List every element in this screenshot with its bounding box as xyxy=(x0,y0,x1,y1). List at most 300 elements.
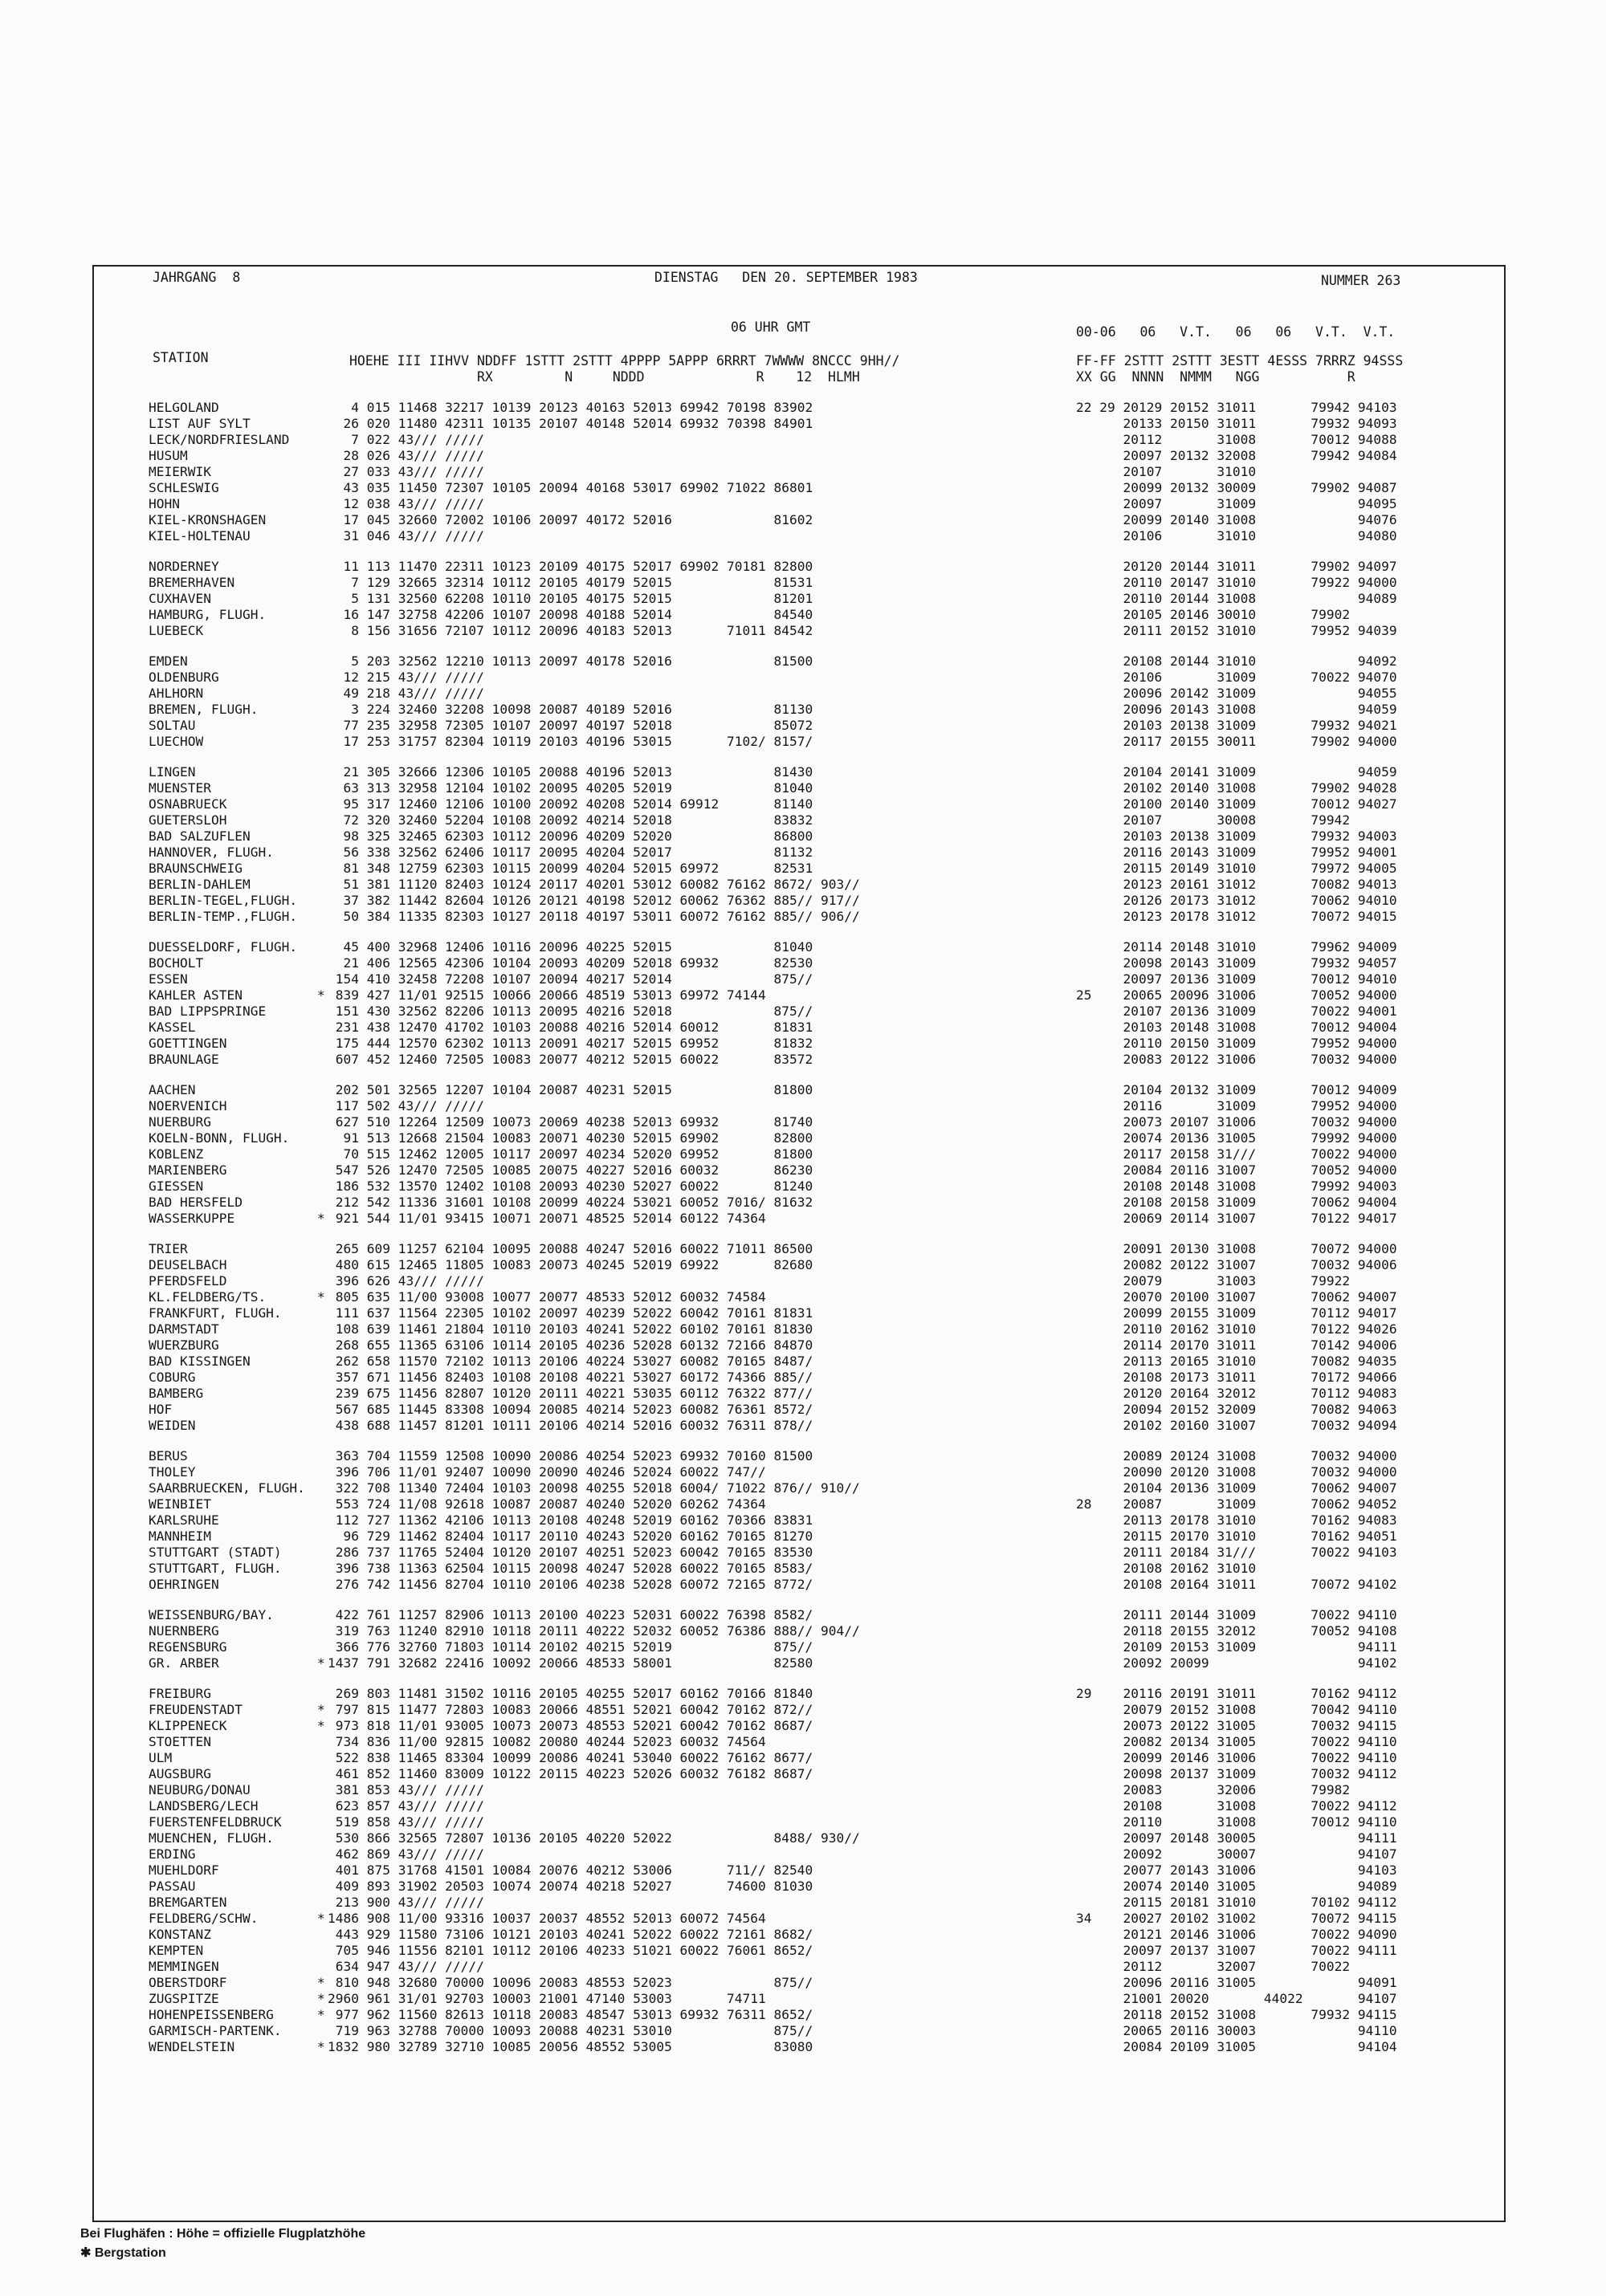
extremes-and-summary: 20104 20136 31009 70062 94007 xyxy=(1076,1480,1397,1496)
six-utc-observation: 5 131 32560 62208 10110 20105 40175 52015 81201 xyxy=(328,591,813,606)
six-utc-observation: 1832 980 32789 32710 10085 20056 48552 53005 83080 xyxy=(328,2039,813,2054)
six-utc-observation: 530 866 32565 72807 10136 20105 40220 52022 8488/ 930// xyxy=(328,1830,860,1846)
station-name: SOLTAU xyxy=(149,718,196,733)
mountain-marker: * xyxy=(317,1211,325,1226)
extremes-and-summary: 20098 20143 31009 79932 94057 xyxy=(1076,955,1397,971)
station-name: BOCHOLT xyxy=(149,955,204,971)
station-name: KEMPTEN xyxy=(149,1943,204,1958)
station-name: MUENSTER xyxy=(149,780,211,796)
extremes-and-summary: 20092 20099 94102 xyxy=(1076,1655,1397,1671)
station-name: WUERZBURG xyxy=(149,1337,219,1353)
mountain-marker: * xyxy=(317,2007,325,2022)
extremes-and-summary: 20112 32007 70022 xyxy=(1076,1959,1351,1974)
extremes-and-summary: 20108 20164 31011 70072 94102 xyxy=(1076,1577,1397,1592)
station-name: OLDENBURG xyxy=(149,670,219,685)
extremes-and-summary: 20092 30007 94107 xyxy=(1076,1846,1397,1862)
mountain-marker: * xyxy=(317,1718,325,1733)
station-name: THOLEY xyxy=(149,1464,196,1480)
six-utc-observation: 95 317 12460 12106 10100 20092 40208 52014 69912 81140 xyxy=(328,796,813,812)
extremes-and-summary: 20090 20120 31008 70032 94000 xyxy=(1076,1464,1397,1480)
right-columns-header-2: XX GG NNNN NMMM NGG R xyxy=(1076,369,1355,385)
station-name: WEINBIET xyxy=(149,1496,211,1512)
six-utc-observation: 265 609 11257 62104 10095 20088 40247 52016 60022 71011 86500 xyxy=(328,1241,813,1256)
extremes-and-summary: 20108 31008 70022 94112 xyxy=(1076,1798,1397,1814)
extremes-and-summary: 20084 20116 31007 70052 94000 xyxy=(1076,1162,1397,1178)
extremes-and-summary: 20110 20150 31009 79952 94000 xyxy=(1076,1036,1397,1051)
extremes-and-summary: 20111 20152 31010 79952 94039 xyxy=(1076,623,1397,638)
extremes-and-summary: 20070 20100 31007 70062 94007 xyxy=(1076,1289,1397,1305)
extremes-and-summary: 20103 20138 31009 79932 94003 xyxy=(1076,828,1397,844)
station-name: HUSUM xyxy=(149,448,188,463)
six-utc-observation: 462 869 43/// ///// xyxy=(328,1846,484,1862)
station-name: LANDSBERG/LECH xyxy=(149,1798,259,1814)
station-name: ESSEN xyxy=(149,971,188,987)
station-name: WEISSENBURG/BAY. xyxy=(149,1607,274,1622)
station-name: OSNABRUECK xyxy=(149,796,227,812)
mountain-marker: * xyxy=(317,1289,325,1305)
station-name: GUETERSLOH xyxy=(149,812,227,828)
station-name: ERDING xyxy=(149,1846,196,1862)
extremes-and-summary: 20102 20160 31007 70032 94094 xyxy=(1076,1418,1397,1433)
footnote-mountain-station: ✱ Bergstation xyxy=(80,2246,166,2260)
extremes-and-summary: 20065 20116 30003 94110 xyxy=(1076,2023,1397,2038)
station-name: FREUDENSTADT xyxy=(149,1702,243,1717)
six-utc-observation: 705 946 11556 82101 10112 20106 40233 51021 60022 76061 8652/ xyxy=(328,1943,813,1958)
station-name: MEMMINGEN xyxy=(149,1959,219,1974)
six-utc-observation: 262 658 11570 72102 10113 20106 40224 53027 60082 70165 8487/ xyxy=(328,1354,813,1369)
station-name: KONSTANZ xyxy=(149,1927,211,1942)
six-utc-observation: 519 858 43/// ///// xyxy=(328,1814,484,1830)
extremes-and-summary: 29 20116 20191 31011 70162 94112 xyxy=(1076,1686,1397,1701)
six-utc-observation: 49 218 43/// ///// xyxy=(328,686,484,701)
station-name: LECK/NORDFRIESLAND xyxy=(149,432,290,447)
mountain-marker: * xyxy=(317,1702,325,1717)
station-name: BERLIN-TEMP.,FLUGH. xyxy=(149,909,298,924)
six-utc-observation: 151 430 32562 82206 10113 20095 40216 52018 875// xyxy=(328,1003,813,1019)
six-utc-observation: 96 729 11462 82404 10117 20110 40243 52020 60162 70165 81270 xyxy=(328,1529,813,1544)
station-name: BERLIN-DAHLEM xyxy=(149,877,251,892)
station-name: LIST AUF SYLT xyxy=(149,416,251,431)
six-utc-observation: 607 452 12460 72505 10083 20077 40212 52015 60022 83572 xyxy=(328,1052,813,1067)
extremes-and-summary: 20099 20140 31008 94076 xyxy=(1076,512,1397,527)
six-utc-observation: 363 704 11559 12508 10090 20086 40254 52023 69932 70160 81500 xyxy=(328,1448,813,1463)
six-utc-observation: 56 338 32562 62406 10117 20095 40204 52017 81132 xyxy=(328,845,813,860)
six-utc-observation: 977 962 11560 82613 10118 20083 48547 53013 69932 76311 8652/ xyxy=(328,2007,813,2022)
six-utc-observation: 268 655 11365 63106 10114 20105 40236 52028 60132 72166 84870 xyxy=(328,1337,813,1353)
extremes-and-summary: 20099 20132 30009 79902 94087 xyxy=(1076,480,1397,495)
extremes-and-summary: 20105 20146 30010 79902 xyxy=(1076,607,1351,622)
extremes-and-summary: 20117 20155 30011 79902 94000 xyxy=(1076,734,1397,749)
extremes-and-summary: 20073 20122 31005 70032 94115 xyxy=(1076,1718,1397,1733)
right-columns-header-1: FF-FF 2STTT 2STTT 3ESTT 4ESSS 7RRRZ 94SSS xyxy=(1076,353,1404,368)
six-utc-observation: 623 857 43/// ///// xyxy=(328,1798,484,1814)
station-name: MUENCHEN, FLUGH. xyxy=(149,1830,274,1846)
six-utc-observation: 396 738 11363 62504 10115 20098 40247 52028 60022 70165 8583/ xyxy=(328,1561,813,1576)
extremes-and-summary: 20103 20138 31009 79932 94021 xyxy=(1076,718,1397,733)
six-utc-observation: 2960 961 31/01 92703 10003 21001 47140 53003 74711 xyxy=(328,1991,766,2006)
station-name: BAD HERSFELD xyxy=(149,1195,243,1210)
station-name: ULM xyxy=(149,1750,173,1765)
six-utc-observation: 21 305 32666 12306 10105 20088 40196 52013 81430 xyxy=(328,764,813,780)
six-utc-observation: 276 742 11456 82704 10110 20106 40238 52028 60072 72165 8772/ xyxy=(328,1577,813,1592)
extremes-and-summary: 20096 20116 31005 94091 xyxy=(1076,1975,1397,1990)
station-name: KARLSRUHE xyxy=(149,1512,219,1528)
station-name: FREIBURG xyxy=(149,1686,211,1701)
extremes-and-summary: 20109 20153 31009 94111 xyxy=(1076,1639,1397,1655)
extremes-and-summary: 20114 20170 31011 70142 94006 xyxy=(1076,1337,1397,1353)
six-utc-observation: 1486 908 11/00 93316 10037 20037 48552 52013 60072 74564 xyxy=(328,1911,766,1926)
station-name: SAARBRUECKEN, FLUGH. xyxy=(149,1480,305,1496)
station-name: WEIDEN xyxy=(149,1418,196,1433)
station-name: DARMSTADT xyxy=(149,1321,219,1337)
six-utc-observation: 117 502 43/// ///// xyxy=(328,1098,484,1113)
extremes-and-summary: 20097 20137 31007 70022 94111 xyxy=(1076,1943,1397,1958)
station-name: KOELN-BONN, FLUGH. xyxy=(149,1130,290,1146)
six-utc-observation: 72 320 32460 52204 10108 20092 40214 52018 83832 xyxy=(328,812,813,828)
extremes-and-summary: 20108 20173 31011 70172 94066 xyxy=(1076,1370,1397,1385)
station-name: GOETTINGEN xyxy=(149,1036,227,1051)
extremes-and-summary: 20120 20164 32012 70112 94083 xyxy=(1076,1386,1397,1401)
station-name: NUERNBERG xyxy=(149,1623,219,1639)
extremes-and-summary: 20073 20107 31006 70032 94000 xyxy=(1076,1114,1397,1130)
extremes-and-summary: 20107 31010 xyxy=(1076,464,1257,479)
six-utc-observation: 839 427 11/01 92515 10066 20066 48519 53013 69972 74144 xyxy=(328,987,766,1003)
station-name: KAHLER ASTEN xyxy=(149,987,243,1003)
station-name: BRAUNSCHWEIG xyxy=(149,861,243,876)
extremes-and-summary: 20082 20122 31007 70032 94006 xyxy=(1076,1257,1397,1272)
six-utc-observation: 108 639 11461 21804 10110 20103 40241 52022 60102 70161 81830 xyxy=(328,1321,813,1337)
extremes-and-summary: 20115 20181 31010 70102 94112 xyxy=(1076,1895,1397,1910)
extremes-and-summary: 20099 20146 31006 70022 94110 xyxy=(1076,1750,1397,1765)
six-utc-observation: 973 818 11/01 93005 10073 20073 48553 52021 60042 70162 8687/ xyxy=(328,1718,813,1733)
extremes-and-summary: 20091 20130 31008 70072 94000 xyxy=(1076,1241,1397,1256)
extremes-and-summary: 20103 20148 31008 70012 94004 xyxy=(1076,1020,1397,1035)
extremes-and-summary: 28 20087 31009 70062 94052 xyxy=(1076,1496,1397,1512)
extremes-and-summary: 20133 20150 31011 79932 94093 xyxy=(1076,416,1397,431)
six-utc-observation: 63 313 32958 12104 10102 20095 40205 52019 81040 xyxy=(328,780,813,796)
station-name: HOHENPEISSENBERG xyxy=(149,2007,274,2022)
six-utc-observation: 461 852 11460 83009 10122 20115 40223 52026 60032 76182 8687/ xyxy=(328,1766,813,1781)
extremes-and-summary: 20084 20109 31005 94104 xyxy=(1076,2039,1397,2054)
six-utc-observation: 186 532 13570 12402 10108 20093 40230 52027 60022 81240 xyxy=(328,1179,813,1194)
six-utc-observation: 422 761 11257 82906 10113 20100 40223 52031 60022 76398 8582/ xyxy=(328,1607,813,1622)
extremes-and-summary: 20108 20158 31009 70062 94004 xyxy=(1076,1195,1397,1210)
extremes-and-summary: 20096 20142 31009 94055 xyxy=(1076,686,1397,701)
station-name: OEHRINGEN xyxy=(149,1577,219,1592)
six-utc-observation: 212 542 11336 31601 10108 20099 40224 53021 60052 7016/ 81632 xyxy=(328,1195,813,1210)
six-utc-observation: 202 501 32565 12207 10104 20087 40231 52015 81800 xyxy=(328,1082,813,1097)
observation-time: 06 UHR GMT xyxy=(731,320,811,335)
station-name: MARIENBERG xyxy=(149,1162,227,1178)
six-utc-observation: 7 129 32665 32314 10112 20105 40179 52015 81531 xyxy=(328,575,813,590)
six-utc-observation: 805 635 11/00 93008 10077 20077 48533 52012 60032 74584 xyxy=(328,1289,766,1305)
six-utc-observation: 443 929 11580 73106 10121 20103 40241 52022 60022 72161 8682/ xyxy=(328,1927,813,1942)
extremes-and-summary: 20126 20173 31012 70062 94010 xyxy=(1076,893,1397,908)
station-name: NOERVENICH xyxy=(149,1098,227,1113)
six-utc-observation: 26 020 11480 42311 10135 20107 40148 52014 69932 70398 84901 xyxy=(328,416,813,431)
six-utc-observation: 627 510 12264 12509 10073 20069 40238 52013 69932 81740 xyxy=(328,1114,813,1130)
extremes-and-summary: 20100 20140 31009 70012 94027 xyxy=(1076,796,1397,812)
six-utc-observation: 567 685 11445 83308 10094 20085 40214 52023 60082 76361 8572/ xyxy=(328,1402,813,1417)
extremes-and-summary: 20097 20136 31009 70012 94010 xyxy=(1076,971,1397,987)
extremes-and-summary: 20102 20140 31008 79902 94028 xyxy=(1076,780,1397,796)
six-utc-observation: 17 253 31757 82304 10119 20103 40196 53015 7102/ 8157/ xyxy=(328,734,813,749)
six-utc-observation: 81 348 12759 62303 10115 20099 40204 52015 69972 82531 xyxy=(328,861,813,876)
station-name: MANNHEIM xyxy=(149,1529,211,1544)
station-name: MEIERWIK xyxy=(149,464,211,479)
station-name: BAD KISSINGEN xyxy=(149,1354,251,1369)
six-utc-observation: 547 526 12470 72505 10085 20075 40227 52016 60032 86230 xyxy=(328,1162,813,1178)
extremes-and-summary: 20082 20134 31005 70022 94110 xyxy=(1076,1734,1397,1749)
six-utc-observation: 17 045 32660 72002 10106 20097 40172 52016 81602 xyxy=(328,512,813,527)
six-utc-observation: 269 803 11481 31502 10116 20105 40255 52017 60162 70166 81840 xyxy=(328,1686,813,1701)
station-name: HAMBURG, FLUGH. xyxy=(149,607,267,622)
six-utc-observation: 634 947 43/// ///// xyxy=(328,1959,484,1974)
six-utc-observation: 239 675 11456 82807 10120 20111 40221 53035 60112 76322 877// xyxy=(328,1386,813,1401)
six-utc-observation: 21 406 12565 42306 10104 20093 40209 52018 69932 82530 xyxy=(328,955,813,971)
six-utc-observation: 3 224 32460 32208 10098 20087 40189 52016 81130 xyxy=(328,702,813,717)
station-name: DEUSELBACH xyxy=(149,1257,227,1272)
six-utc-observation: 43 035 11450 72307 10105 20094 40168 53017 69902 71022 86801 xyxy=(328,480,813,495)
extremes-and-summary: 20097 20148 30005 94111 xyxy=(1076,1830,1397,1846)
extremes-and-summary: 20107 20136 31009 70022 94001 xyxy=(1076,1003,1397,1019)
six-utc-observation: 28 026 43/// ///// xyxy=(328,448,484,463)
left-columns-header-2: RX N NDDD R 12 HLMH xyxy=(349,369,860,385)
station-name: AACHEN xyxy=(149,1082,196,1097)
station-name: BERLIN-TEGEL,FLUGH. xyxy=(149,893,298,908)
six-utc-observation: 98 325 32465 62303 10112 20096 40209 52020 86800 xyxy=(328,828,813,844)
six-utc-observation: 112 727 11362 42106 10113 20108 40248 52019 60162 70366 83831 xyxy=(328,1512,813,1528)
station-name: NUERBURG xyxy=(149,1114,211,1130)
extremes-and-summary: 20097 20132 32008 79942 94084 xyxy=(1076,448,1397,463)
station-name: FELDBERG/SCHW. xyxy=(149,1911,259,1926)
station-name: GIESSEN xyxy=(149,1179,204,1194)
six-utc-observation: 409 893 31902 20503 10074 20074 40218 52027 74600 81030 xyxy=(328,1879,813,1894)
extremes-and-summary: 20112 31008 70012 94088 xyxy=(1076,432,1397,447)
six-utc-observation: 231 438 12470 41702 10103 20088 40216 52014 60012 81831 xyxy=(328,1020,813,1035)
station-name: REGENSBURG xyxy=(149,1639,227,1655)
station-name: PFERDSFELD xyxy=(149,1273,227,1288)
station-name: AHLHORN xyxy=(149,686,204,701)
extremes-and-summary: 20108 20144 31010 94092 xyxy=(1076,653,1397,669)
six-utc-observation: 357 671 11456 82403 10108 20108 40221 53027 60172 74366 885// xyxy=(328,1370,813,1385)
six-utc-observation: 396 626 43/// ///// xyxy=(328,1273,484,1288)
extremes-and-summary: 20110 20162 31010 70122 94026 xyxy=(1076,1321,1397,1337)
left-columns-header-1: HOEHE III IIHVV NDDFF 1STTT 2STTT 4PPPP 5APPP 6RRRT 7WWWW 8NCCC 9HH// xyxy=(349,353,900,368)
extremes-and-summary: 20108 20162 31010 xyxy=(1076,1561,1257,1576)
extremes-and-summary: 20104 20132 31009 70012 94009 xyxy=(1076,1082,1397,1097)
footnote-airports: Bei Flughäfen : Höhe = offizielle Flugplatzhöhe xyxy=(80,2227,366,2241)
six-utc-observation: 7 022 43/// ///// xyxy=(328,432,484,447)
six-utc-observation: 91 513 12668 21504 10083 20071 40230 52015 69902 82800 xyxy=(328,1130,813,1146)
six-utc-observation: 31 046 43/// ///// xyxy=(328,528,484,543)
six-utc-observation: 734 836 11/00 92815 10082 20080 40244 52023 60032 74564 xyxy=(328,1734,766,1749)
extremes-and-summary: 20123 20161 31012 70082 94013 xyxy=(1076,877,1397,892)
extremes-and-summary: 20121 20146 31006 70022 94090 xyxy=(1076,1927,1397,1942)
date-line: DIENSTAG DEN 20. SEPTEMBER 1983 xyxy=(654,270,918,285)
station-name: KASSEL xyxy=(149,1020,196,1035)
extremes-and-summary: 20110 20147 31010 79922 94000 xyxy=(1076,575,1397,590)
station-name: NORDERNEY xyxy=(149,559,219,574)
extremes-and-summary: 20104 20141 31009 94059 xyxy=(1076,764,1397,780)
extremes-and-summary: 20120 20144 31011 79902 94097 xyxy=(1076,559,1397,574)
station-name: BREMEN, FLUGH. xyxy=(149,702,259,717)
six-utc-observation: 50 384 11335 82303 10127 20118 40197 53011 60072 76162 885// 906// xyxy=(328,909,860,924)
station-name: MUEHLDORF xyxy=(149,1862,219,1878)
jahrgang-label: JAHRGANG 8 xyxy=(153,270,241,285)
station-name: DUESSELDORF, FLUGH. xyxy=(149,939,298,955)
station-name: COBURG xyxy=(149,1370,196,1385)
station-name: BRAUNLAGE xyxy=(149,1052,219,1067)
station-name: BERUS xyxy=(149,1448,188,1463)
six-utc-observation: 37 382 11442 82604 10126 20121 40198 52012 60062 76362 885// 917// xyxy=(328,893,860,908)
extremes-and-summary: 20106 31009 70022 94070 xyxy=(1076,670,1397,685)
six-utc-observation: 366 776 32760 71803 10114 20102 40215 52019 875// xyxy=(328,1639,813,1655)
six-utc-observation: 154 410 32458 72208 10107 20094 40217 52014 875// xyxy=(328,971,813,987)
station-name: BREMGARTEN xyxy=(149,1895,227,1910)
station-name: STOETTEN xyxy=(149,1734,211,1749)
right-column-groups: 00-06 06 V.T. 06 06 V.T. V.T. xyxy=(1076,324,1396,340)
six-utc-observation: 322 708 11340 72404 10103 20098 40255 52018 6004/ 71022 876// 910// xyxy=(328,1480,860,1496)
station-name: WASSERKUPPE xyxy=(149,1211,235,1226)
extremes-and-summary: 22 29 20129 20152 31011 79942 94103 xyxy=(1076,400,1397,415)
six-utc-observation: 175 444 12570 62302 10113 20091 40217 52015 69952 81832 xyxy=(328,1036,813,1051)
extremes-and-summary: 20113 20165 31010 70082 94035 xyxy=(1076,1354,1397,1369)
extremes-and-summary: 21001 20020 44022 94107 xyxy=(1076,1991,1397,2006)
station-name: HOHN xyxy=(149,496,180,511)
six-utc-observation: 480 615 12465 11805 10083 20073 40245 52019 69922 82680 xyxy=(328,1257,813,1272)
extremes-and-summary: 20077 20143 31006 94103 xyxy=(1076,1862,1397,1878)
mountain-marker: * xyxy=(317,1655,325,1671)
six-utc-observation: 396 706 11/01 92407 10090 20090 40246 52024 60022 747// xyxy=(328,1464,766,1480)
extremes-and-summary: 20118 20152 31008 79932 94115 xyxy=(1076,2007,1397,2022)
station-name: WENDELSTEIN xyxy=(149,2039,235,2054)
station-name: FUERSTENFELDBRUCK xyxy=(149,1814,282,1830)
station-name: STUTTGART, FLUGH. xyxy=(149,1561,282,1576)
extremes-and-summary: 20116 31009 79952 94000 xyxy=(1076,1098,1397,1113)
extremes-and-summary: 20118 20155 32012 70052 94108 xyxy=(1076,1623,1397,1639)
station-name: LUECHOW xyxy=(149,734,204,749)
mountain-marker: * xyxy=(317,1911,325,1926)
six-utc-observation: 1437 791 32682 22416 10092 20066 48533 58001 82580 xyxy=(328,1655,813,1671)
issue-number: NUMMER 263 xyxy=(1321,273,1401,288)
station-name: GR. ARBER xyxy=(149,1655,219,1671)
station-name: TRIER xyxy=(149,1241,188,1256)
extremes-and-summary: 20083 32006 79982 xyxy=(1076,1782,1351,1797)
six-utc-observation: 921 544 11/01 93415 10071 20071 48525 52014 60122 74364 xyxy=(328,1211,766,1226)
six-utc-observation: 319 763 11240 82910 10118 20111 40222 52032 60052 76386 888// 904// xyxy=(328,1623,860,1639)
station-name: PASSAU xyxy=(149,1879,196,1894)
station-column-header: STATION xyxy=(153,350,209,365)
six-utc-observation: 45 400 32968 12406 10116 20096 40225 52015 81040 xyxy=(328,939,813,955)
station-name: KIEL-HOLTENAU xyxy=(149,528,251,543)
six-utc-observation: 27 033 43/// ///// xyxy=(328,464,484,479)
extremes-and-summary: 20089 20124 31008 70032 94000 xyxy=(1076,1448,1397,1463)
station-name: BAD LIPPSPRINGE xyxy=(149,1003,267,1019)
six-utc-observation: 12 038 43/// ///// xyxy=(328,496,484,511)
extremes-and-summary: 20079 20152 31008 70042 94110 xyxy=(1076,1702,1397,1717)
extremes-and-summary: 34 20027 20102 31002 70072 94115 xyxy=(1076,1911,1397,1926)
six-utc-observation: 8 156 31656 72107 10112 20096 40183 52013 71011 84542 xyxy=(328,623,813,638)
six-utc-observation: 4 015 11468 32217 10139 20123 40163 52013 69942 70198 83902 xyxy=(328,400,813,415)
station-name: NEUBURG/DONAU xyxy=(149,1782,251,1797)
station-name: LUEBECK xyxy=(149,623,204,638)
station-name: CUXHAVEN xyxy=(149,591,211,606)
six-utc-observation: 286 737 11765 52404 10120 20107 40251 52023 60042 70165 83530 xyxy=(328,1545,813,1560)
station-name: EMDEN xyxy=(149,653,188,669)
six-utc-observation: 401 875 31768 41501 10084 20076 40212 53006 711// 82540 xyxy=(328,1862,813,1878)
station-name: KOBLENZ xyxy=(149,1146,204,1162)
station-name: BAMBERG xyxy=(149,1386,204,1401)
station-name: KL.FELDBERG/TS. xyxy=(149,1289,267,1305)
extremes-and-summary: 20069 20114 31007 70122 94017 xyxy=(1076,1211,1397,1226)
extremes-and-summary: 20115 20170 31010 70162 94051 xyxy=(1076,1529,1397,1544)
station-name: OBERSTDORF xyxy=(149,1975,227,1990)
station-name: HELGOLAND xyxy=(149,400,219,415)
station-name: KLIPPENECK xyxy=(149,1718,227,1733)
mountain-marker: * xyxy=(317,987,325,1003)
six-utc-observation: 381 853 43/// ///// xyxy=(328,1782,484,1797)
extremes-and-summary: 20114 20148 31010 79962 94009 xyxy=(1076,939,1397,955)
extremes-and-summary: 20116 20143 31009 79952 94001 xyxy=(1076,845,1397,860)
six-utc-observation: 111 637 11564 22305 10102 20097 40239 52022 60042 70161 81831 xyxy=(328,1305,813,1321)
extremes-and-summary: 20107 30008 79942 xyxy=(1076,812,1351,828)
extremes-and-summary: 20098 20137 31009 70032 94112 xyxy=(1076,1766,1397,1781)
extremes-and-summary: 20096 20143 31008 94059 xyxy=(1076,702,1397,717)
six-utc-observation: 70 515 12462 12005 10117 20097 40234 52020 69952 81800 xyxy=(328,1146,813,1162)
extremes-and-summary: 20099 20155 31009 70112 94017 xyxy=(1076,1305,1397,1321)
mountain-marker: * xyxy=(317,1975,325,1990)
station-name: HANNOVER, FLUGH. xyxy=(149,845,274,860)
extremes-and-summary: 25 20065 20096 31006 70052 94000 xyxy=(1076,987,1397,1003)
six-utc-observation: 77 235 32958 72305 10107 20097 40197 52018 85072 xyxy=(328,718,813,733)
extremes-and-summary: 20111 20184 31/// 70022 94103 xyxy=(1076,1545,1397,1560)
six-utc-observation: 522 838 11465 83304 10099 20086 40241 53040 60022 76162 8677/ xyxy=(328,1750,813,1765)
station-name: FRANKFURT, FLUGH. xyxy=(149,1305,282,1321)
extremes-and-summary: 20117 20158 31/// 70022 94000 xyxy=(1076,1146,1397,1162)
station-name: GARMISCH-PARTENK. xyxy=(149,2023,282,2038)
six-utc-observation: 438 688 11457 81201 10111 20106 40214 52016 60032 76311 878// xyxy=(328,1418,813,1433)
station-name: ZUGSPITZE xyxy=(149,1991,219,2006)
station-name: AUGSBURG xyxy=(149,1766,211,1781)
six-utc-observation: 719 963 32788 70000 10093 20088 40231 53010 875// xyxy=(328,2023,813,2038)
station-name: STUTTGART (STADT) xyxy=(149,1545,282,1560)
extremes-and-summary: 20083 20122 31006 70032 94000 xyxy=(1076,1052,1397,1067)
six-utc-observation: 12 215 43/// ///// xyxy=(328,670,484,685)
extremes-and-summary: 20094 20152 32009 70082 94063 xyxy=(1076,1402,1397,1417)
extremes-and-summary: 20111 20144 31009 70022 94110 xyxy=(1076,1607,1397,1622)
extremes-and-summary: 20110 31008 70012 94110 xyxy=(1076,1814,1397,1830)
station-name: BREMERHAVEN xyxy=(149,575,235,590)
extremes-and-summary: 20110 20144 31008 94089 xyxy=(1076,591,1397,606)
station-name: LINGEN xyxy=(149,764,196,780)
extremes-and-summary: 20115 20149 31010 79972 94005 xyxy=(1076,861,1397,876)
six-utc-observation: 213 900 43/// ///// xyxy=(328,1895,484,1910)
extremes-and-summary: 20123 20178 31012 70072 94015 xyxy=(1076,909,1397,924)
mountain-marker: * xyxy=(317,1991,325,2006)
extremes-and-summary: 20074 20140 31005 94089 xyxy=(1076,1879,1397,1894)
six-utc-observation: 810 948 32680 70000 10096 20083 48553 52023 875// xyxy=(328,1975,813,1990)
extremes-and-summary: 20097 31009 94095 xyxy=(1076,496,1397,511)
station-name: HOF xyxy=(149,1402,173,1417)
extremes-and-summary: 20074 20136 31005 79992 94000 xyxy=(1076,1130,1397,1146)
mountain-marker: * xyxy=(317,2039,325,2054)
six-utc-observation: 5 203 32562 12210 10113 20097 40178 52016 81500 xyxy=(328,653,813,669)
six-utc-observation: 797 815 11477 72803 10083 20066 48551 52021 60042 70162 872// xyxy=(328,1702,813,1717)
extremes-and-summary: 20079 31003 79922 xyxy=(1076,1273,1351,1288)
six-utc-observation: 51 381 11120 82403 10124 20117 40201 53012 60082 76162 8672/ 903// xyxy=(328,877,860,892)
six-utc-observation: 553 724 11/08 92618 10087 20087 40240 52020 60262 74364 xyxy=(328,1496,766,1512)
